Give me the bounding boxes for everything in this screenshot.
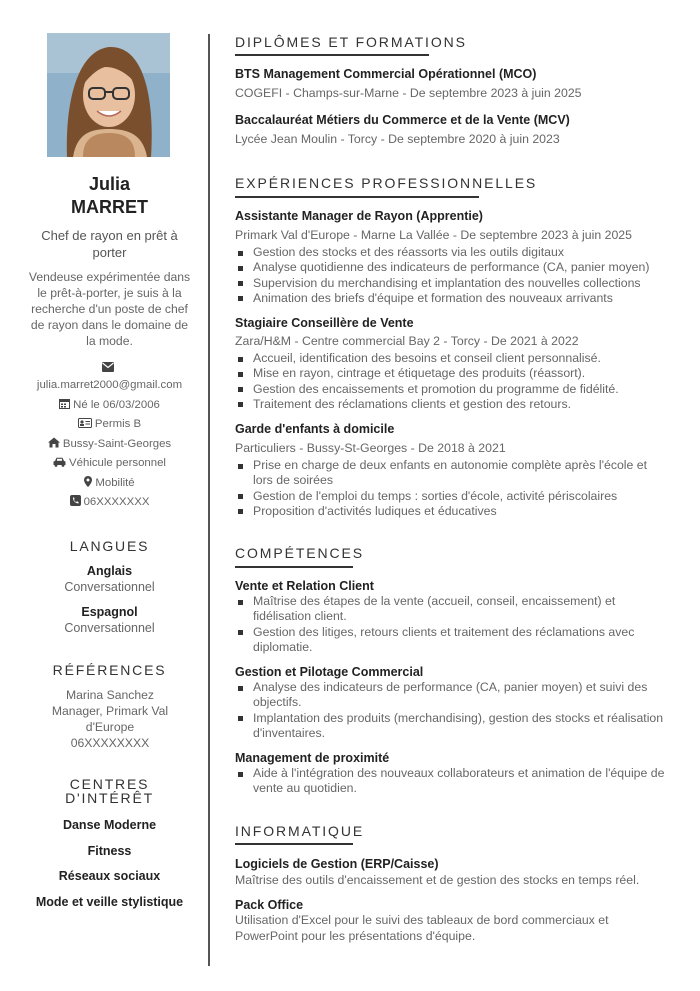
job-bullets — [235, 245, 665, 306]
skills-title: COMPÉTENCES — [235, 545, 365, 561]
reference-position: Manager, Primark Val d'Europe — [51, 704, 169, 734]
list-item: Aide à l'intégration des nouveaux collaborateurs et animation de l'équipe de vente au quotidien. — [235, 766, 665, 797]
interest-item: Danse Moderne — [62, 818, 157, 832]
license-row — [0, 415, 219, 435]
language-name: Espagnol — [81, 605, 138, 619]
calendar-icon — [59, 398, 70, 409]
references-title: RÉFÉRENCES — [52, 662, 167, 678]
car-icon — [53, 457, 66, 467]
experience-title-underline — [235, 196, 479, 198]
interest-item: Fitness — [87, 844, 132, 858]
degree-title: BTS Management Commercial Opérationnel (MCO) — [235, 67, 537, 81]
skill-bullets — [235, 680, 665, 741]
language-name: Anglais — [86, 564, 133, 578]
software-title: Pack Office — [235, 898, 304, 912]
home-icon — [48, 437, 60, 448]
mobility-row — [0, 474, 219, 494]
list-item: Mise en rayon, cintrage et étiquetage des produits (réassort). — [235, 366, 665, 381]
vehicle-text: Véhicule personnel — [69, 457, 166, 469]
degree-details: Lycée Jean Moulin - Torcy - De septembre 2020 à juin 2023 — [235, 132, 560, 146]
list-item: Analyse quotidienne des indicateurs de performance (CA, panier moyen) — [235, 260, 665, 275]
last-name: MARRET — [71, 197, 148, 217]
birth-row — [0, 396, 219, 416]
education-title: DIPLÔMES ET FORMATIONS — [235, 34, 467, 50]
first-name: Julia — [88, 174, 131, 194]
list-item: Gestion des stocks et des réassorts via les outils digitaux — [235, 245, 665, 260]
computing-title: INFORMATIQUE — [235, 823, 365, 839]
email-text[interactable]: julia.marret2000@gmail.com — [36, 379, 183, 391]
languages-title: LANGUES — [69, 538, 150, 554]
degree-title: Baccalauréat Métiers du Commerce et de la Vente (MCV) — [235, 113, 570, 127]
list-item: Gestion des litiges, retours clients et traitement des réclamations avec diplomatie. — [235, 625, 665, 656]
contact-list — [0, 362, 219, 513]
interest-item: Mode et veille stylistique — [35, 895, 184, 909]
interests-title-line2: D'INTÉRÊT — [65, 790, 154, 806]
list-item: Traitement des réclamations clients et gestion des retours. — [235, 397, 665, 412]
language-level: Conversationnel — [64, 621, 155, 635]
education-title-underline — [235, 54, 429, 56]
mobility-text: Mobilité — [95, 476, 135, 489]
profile-photo — [47, 33, 170, 157]
license-text: Permis B — [94, 418, 142, 430]
phone-text[interactable]: 06XXXXXXX — [83, 496, 150, 508]
experience-title: EXPÉRIENCES PROFESSIONNELLES — [235, 175, 538, 191]
job-title: Chef de rayon en prêt à porter — [41, 228, 178, 260]
map-marker-icon — [84, 476, 92, 487]
vehicle-row — [0, 454, 219, 474]
column-divider — [208, 34, 210, 966]
job-role: Garde d'enfants à domicile — [235, 422, 395, 436]
list-item: Gestion des encaissements et promotion du programme de fidélité. — [235, 382, 665, 397]
interest-item: Réseaux sociaux — [58, 869, 161, 883]
job-bullets — [235, 351, 665, 412]
software-description: Utilisation d'Excel pour le suivi des tableaux de bord commerciaux et PowerPoint pour les présentations d'équipe. — [235, 913, 609, 943]
city-row — [0, 435, 219, 455]
list-item: Accueil, identification des besoins et conseil client personnalisé. — [235, 351, 665, 366]
list-item: Proposition d'activités ludiques et éducatives — [235, 504, 665, 519]
list-item: Supervision du merchandising et implantation des nouvelles collections — [235, 276, 665, 291]
list-item: Gestion de l'emploi du temps : sorties d'école, activité périscolaires — [235, 489, 665, 504]
birth-text: Né le 06/03/2006 — [73, 398, 160, 411]
skill-bullets — [235, 594, 665, 655]
skill-group-title: Management de proximité — [235, 751, 390, 765]
job-bullets — [235, 458, 665, 519]
interests-title-line1: CENTRES — [69, 776, 150, 792]
language-level: Conversationnel — [64, 580, 155, 594]
list-item: Implantation des produits (merchandising), gestion des stocks et réalisation d'inventaires. — [235, 711, 665, 742]
phone-row[interactable] — [0, 493, 219, 513]
list-item: Maîtrise des étapes de la vente (accueil, conseil, encaissement) et fidélisation client. — [235, 594, 665, 625]
job-role: Stagiaire Conseillère de Vente — [235, 316, 414, 330]
software-title: Logiciels de Gestion (ERP/Caisse) — [235, 857, 439, 871]
email-row[interactable] — [0, 376, 219, 396]
degree-details: COGEFI - Champs-sur-Marne - De septembre 2023 à juin 2025 — [235, 86, 582, 100]
skill-group-title: Vente et Relation Client — [235, 579, 374, 593]
skills-title-underline — [235, 566, 353, 568]
job-details: Zara/H&M - Centre commercial Bay 2 - Torcy - De 2021 à 2022 — [235, 334, 579, 348]
job-details: Primark Val d'Europe - Marne La Vallée - De septembre 2023 à juin 2025 — [235, 228, 632, 242]
skill-bullets — [235, 766, 665, 797]
email-icon — [0, 362, 219, 376]
reference-name: Marina Sanchez — [65, 688, 155, 702]
software-description: Maîtrise des outils d'encaissement et de gestion des stocks en temps réel. — [235, 873, 640, 887]
list-item: Analyse des indicateurs de performance (CA, panier moyen) et suivi des objectifs. — [235, 680, 665, 711]
job-role: Assistante Manager de Rayon (Apprentie) — [235, 209, 483, 223]
id-card-icon — [78, 418, 92, 428]
list-item: Animation des briefs d'équipe et formation des nouveaux arrivants — [235, 291, 665, 306]
phone-icon — [70, 495, 81, 506]
computing-title-underline — [235, 843, 353, 845]
job-details: Particuliers - Bussy-St-Georges - De 2018 à 2021 — [235, 441, 506, 455]
reference-phone: 06XXXXXXXX — [70, 736, 150, 750]
skill-group-title: Gestion et Pilotage Commercial — [235, 665, 424, 679]
profile-summary: Vendeuse expérimentée dans le prêt-à-porter, je suis à la recherche d'un poste de chef de rayon dans le domaine de la mode. — [28, 270, 191, 348]
list-item: Prise en charge de deux enfants en autonomie complète après l'école et lors de soirées — [235, 458, 665, 489]
city-text: Bussy-Saint-Georges — [62, 437, 172, 450]
